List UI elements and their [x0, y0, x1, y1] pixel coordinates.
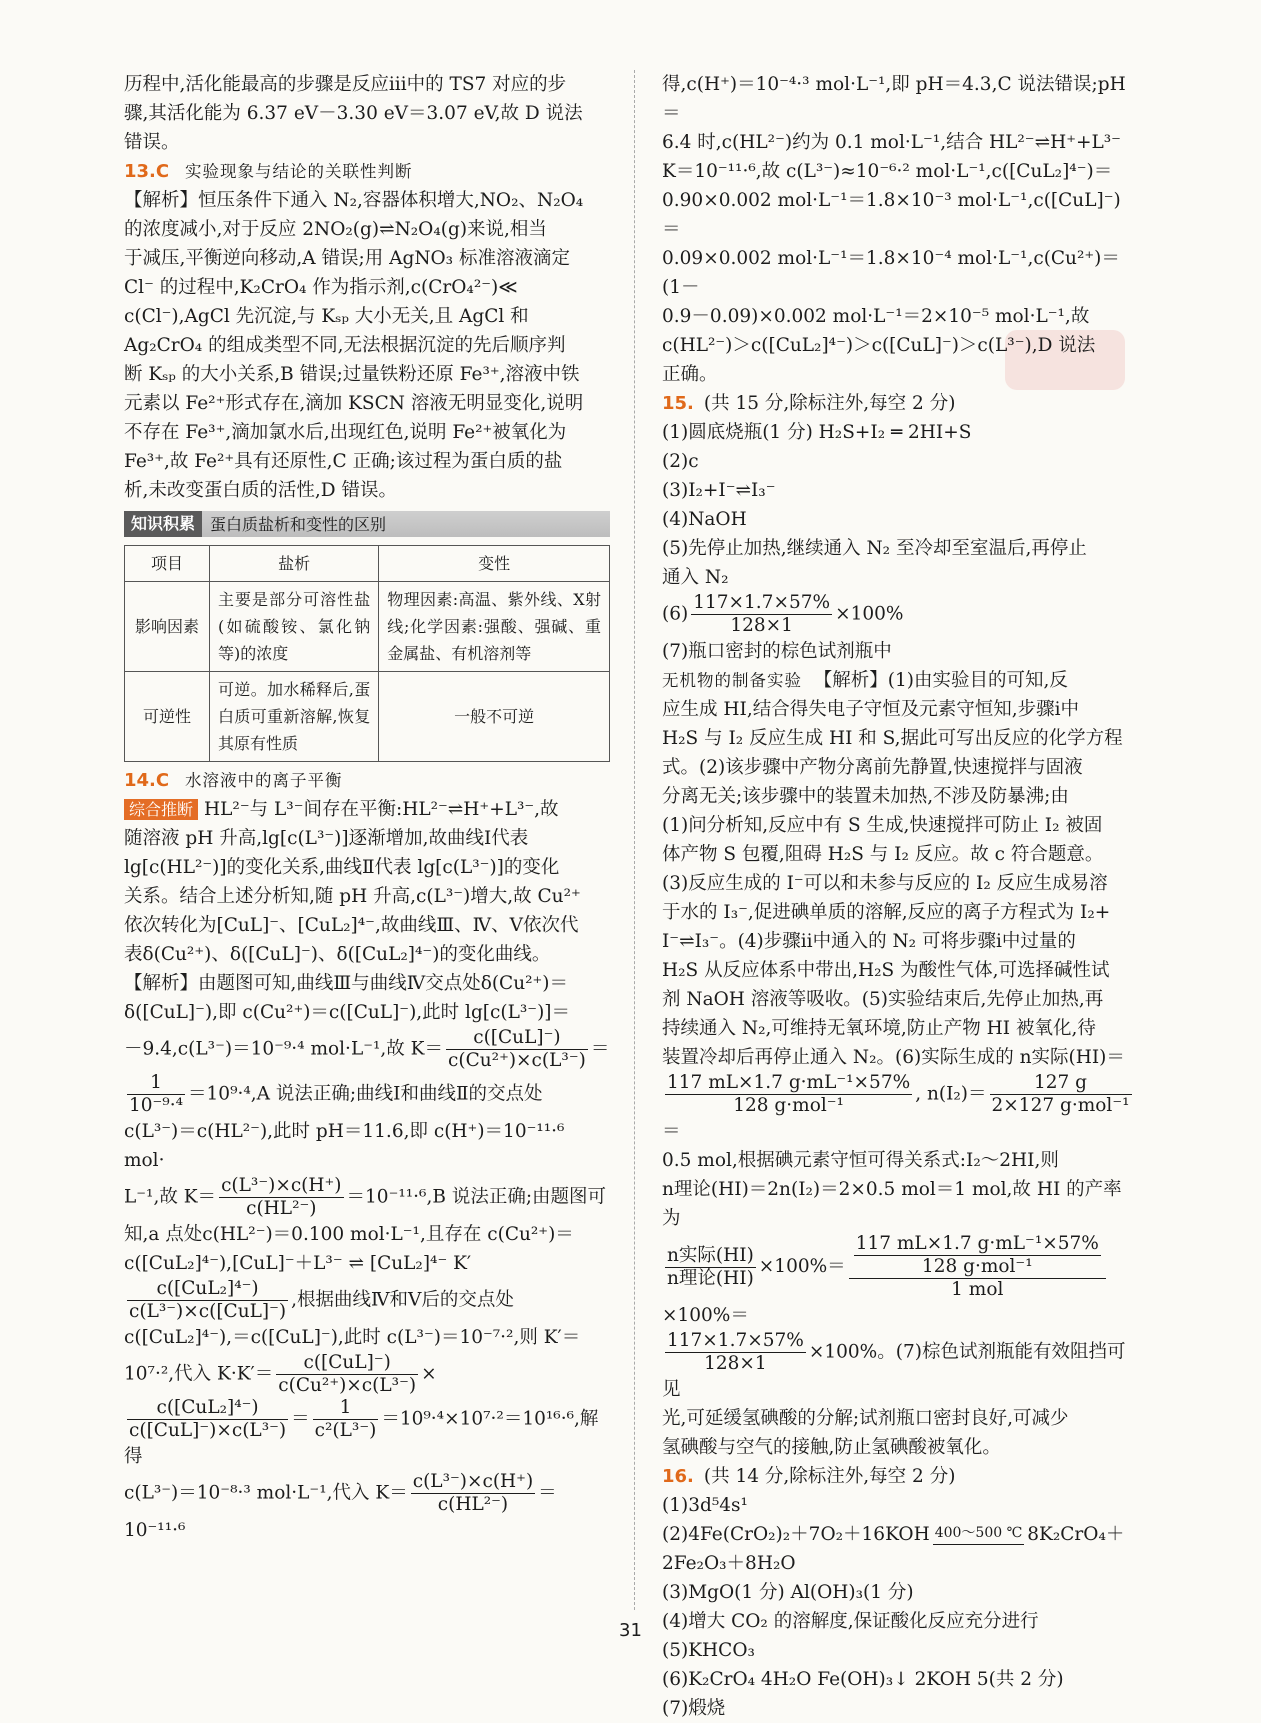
table-cell: 物理因素:高温、紫外线、X射线;化学因素:强酸、强碱、重金属盐、有机溶剂等	[379, 582, 610, 672]
text-line: 表δ(Cu²⁺)、δ([CuL]⁻)、δ([CuL₂]⁴⁻)的变化曲线。	[124, 944, 551, 965]
text-span: －9.4,c(L³⁻)＝10⁻⁹·⁴ mol·L⁻¹,故 K＝	[124, 1038, 443, 1060]
text-line: 随溶液 pH 升高,lg[c(L³⁻)]逐渐增加,故曲线Ⅰ代表	[124, 828, 529, 849]
answer-line: (4)NaOH	[662, 509, 747, 530]
text-line: 0.09×0.002 mol·L⁻¹＝1.8×10⁻⁴ mol·L⁻¹,c(Cu²⁺)＝(1－	[662, 248, 1120, 298]
formula-line	[662, 1072, 1136, 1146]
reaction-condition	[933, 1522, 1025, 1549]
text-line: 知,a 点处c(HL²⁻)＝0.100 mol·L⁻¹,且存在 c(Cu²⁺)＝	[124, 1224, 574, 1245]
text-span: ＝	[590, 1038, 610, 1060]
text-span: 10⁷·²,代入 K·K′＝	[124, 1363, 274, 1385]
table-header: 变性	[379, 546, 610, 582]
fraction-denominator: c²(L³⁻)	[314, 1420, 377, 1441]
question-15-heading	[662, 389, 1136, 418]
fraction	[127, 1278, 288, 1323]
table-cell: 影响因素	[125, 582, 210, 672]
text-span: ＝10⁻¹¹·⁶	[124, 1482, 557, 1541]
question-header: (共 14 分,除标注外,每空 2 分)	[703, 1466, 956, 1487]
text-line: 持续通入 N₂,可维持无氧环境,防止产物 HI 被氧化,待	[662, 1018, 1096, 1039]
fraction-denominator: c(L³⁻)×c([CuL]⁻)	[129, 1301, 287, 1322]
text-line: 剂 NaOH 溶液等吸收。(5)实验结束后,先停止加热,再	[662, 989, 1104, 1010]
text-span: 8K₂CrO₄＋	[1027, 1524, 1125, 1545]
left-column	[124, 70, 610, 1545]
text-span: ＝10⁻¹¹·⁶,B 说法正确;由题图可	[346, 1186, 607, 1208]
text-line: H₂S 与 I₂ 反应生成 HI 和 S,据此可写出反应的化学方程	[662, 728, 1123, 749]
text-line: 正确。	[662, 364, 718, 385]
text-line: n理论(HI)＝2n(I₂)＝2×0.5 mol＝1 mol,故 HI 的产率为	[662, 1179, 1122, 1229]
fraction	[219, 1175, 343, 1220]
text-line: Ag₂CrO₄ 的组成类型不同,无法根据沉淀的先后顺序判	[124, 335, 566, 356]
fraction	[990, 1072, 1132, 1117]
knowledge-title: 蛋白质盐析和变性的区别	[210, 514, 387, 534]
text-span: (6)	[662, 603, 689, 625]
text-line: 断 Kₛₚ 的大小关系,B 错误;过量铁粉还原 Fe³⁺,溶液中铁	[124, 364, 580, 385]
text-span: ＝	[291, 1408, 310, 1430]
text-line: 得,c(H⁺)＝10⁻⁴·³ mol·L⁻¹,即 pH＝4.3,C 说法错误;pH＝	[662, 74, 1126, 124]
text-span: ＝10⁹·⁴×10⁷·²＝10¹⁶·⁶,解得	[124, 1408, 599, 1467]
text-line: 应生成 HI,结合得失电子守恒及元素守恒知,步骤ⅰ中	[662, 699, 1080, 720]
answer-line: (5)KHCO₃	[662, 1640, 755, 1661]
text-line: 0.5 mol,根据碘元素守恒可得关系式:I₂～2HI,则	[662, 1150, 1059, 1171]
answer-line: 通入 N₂	[662, 567, 729, 588]
formula-line	[662, 592, 1136, 637]
text-line: 骤,其活化能为 6.37 eV－3.30 eV＝3.07 eV,故 D 说法	[124, 103, 583, 124]
text-line: 依次转化为[CuL]⁻、[CuL₂]⁴⁻,故曲线Ⅲ、Ⅳ、Ⅴ依次代	[124, 915, 579, 936]
fraction-numerator: 117 mL×1.7 g·mL⁻¹×57%	[667, 1072, 911, 1093]
text-span: (2)4Fe(CrO₂)₂＋7O₂＋16KOH	[662, 1524, 930, 1545]
text-span: HL²⁻与 L³⁻间存在平衡:HL²⁻⇌H⁺+L³⁻,故	[204, 799, 559, 820]
fraction-numerator: 1	[313, 1397, 379, 1420]
answer-line: 2Fe₂O₃＋8H₂O	[662, 1553, 796, 1574]
text-line: 于水的 I₃⁻,促进碘单质的溶解,反应的离子方程式为 I₂+	[662, 902, 1111, 923]
fraction-denominator: 1 mol	[951, 1279, 1004, 1300]
analysis-line	[662, 666, 1136, 695]
text-line: 关系。结合上述分析知,随 pH 升高,c(L³⁻)增大,故 Cu²⁺	[124, 886, 581, 907]
text-span: ×100%＝	[662, 1305, 749, 1326]
fraction	[849, 1233, 1106, 1301]
knowledge-table	[124, 545, 610, 762]
answer-line: (3)MgO(1 分) Al(OH)₃(1 分)	[662, 1582, 914, 1603]
formula-line	[124, 1278, 610, 1323]
fraction	[665, 1072, 912, 1117]
question-number: 16.	[662, 1466, 694, 1487]
fraction-numerator: 127 g	[990, 1072, 1132, 1095]
table-header: 项目	[125, 546, 210, 582]
fraction	[854, 1233, 1101, 1278]
text-span: L⁻¹,故 K＝	[124, 1186, 217, 1208]
question-topic: 无机物的制备实验	[662, 671, 802, 690]
formula-line	[124, 1027, 610, 1072]
fraction-denominator: 128 g·mol⁻¹	[733, 1095, 844, 1116]
text-span: ×	[421, 1363, 437, 1385]
formula-line	[124, 1352, 610, 1397]
column-divider	[634, 70, 635, 1610]
question-16-heading	[662, 1462, 1136, 1491]
text-line: K＝10⁻¹¹·⁶,故 c(L³⁻)≈10⁻⁶·² mol·L⁻¹,c([CuL₂]⁴⁻)＝	[662, 161, 1113, 182]
text-line: Fe³⁺,故 Fe²⁺具有还原性,C 正确;该过程为蛋白质的盐	[124, 451, 563, 472]
text-line: 的浓度减小,对于反应 2NO₂(g)⇌N₂O₄(g)来说,相当	[124, 219, 547, 240]
fraction-denominator: c(Cu²⁺)×c(L³⁻)	[278, 1375, 417, 1396]
text-line: 光,可延缓氢碘酸的分解;试剂瓶口密封良好,可减少	[662, 1408, 1069, 1429]
fraction-numerator: 117×1.7×57%	[693, 592, 831, 613]
text-line: 【解析】恒压条件下通入 N₂,容器体积增大,NO₂、N₂O₄	[124, 190, 584, 211]
fraction-denominator: 2×127 g·mol⁻¹	[991, 1095, 1130, 1116]
fraction-numerator: n实际(HI)	[667, 1244, 754, 1266]
fraction-denominator: c(HL²⁻)	[437, 1494, 509, 1515]
table-cell: 主要是部分可溶性盐(如硫酸铵、氯化钠等)的浓度	[210, 582, 379, 672]
text-span: c(L³⁻)＝10⁻⁸·³ mol·L⁻¹,代入 K＝	[124, 1482, 408, 1504]
question-number: 13.C	[124, 161, 170, 182]
table-cell: 一般不可逆	[379, 672, 610, 762]
question-13-heading	[124, 157, 610, 186]
fraction	[446, 1027, 588, 1072]
text-line: 式。(2)该步骤中产物分离前先静置,快速搅拌与固液	[662, 757, 1083, 778]
text-span: ,根据曲线Ⅳ和Ⅴ后的交点处	[291, 1289, 514, 1311]
text-line: 装置冷却后再停止通入 N₂。(6)实际生成的 n实际(HI)＝	[662, 1047, 1125, 1068]
question-header: (共 15 分,除标注外,每空 2 分)	[703, 393, 956, 414]
fraction-numerator: c([CuL]⁻)	[276, 1352, 418, 1375]
text-line: 不存在 Fe³⁺,滴加氯水后,出现红色,说明 Fe²⁺被氧化为	[124, 422, 567, 443]
answer-line: (5)先停止加热,继续通入 N₂ 至冷却至室温后,再停止	[662, 538, 1087, 559]
text-line: 体产物 S 包覆,阻碍 H₂S 与 I₂ 反应。故 c 符合题意。	[662, 844, 1104, 865]
text-line: (1)问分析知,反应中有 S 生成,快速搅拌可防止 I₂ 被固	[662, 815, 1103, 836]
right-column	[662, 70, 1136, 1723]
text-line: lg[c(HL²⁻)]的变化关系,曲线Ⅱ代表 lg[c(L³⁻)]的变化	[124, 857, 560, 878]
text-line: c(L³⁻)＝c(HL²⁻),此时 pH＝11.6,即 c(H⁺)＝10⁻¹¹·⁶ mol·	[124, 1121, 565, 1171]
text-line: 氢碘酸与空气的接触,防止氢碘酸被氧化。	[662, 1437, 1001, 1458]
text-line: 于减压,平衡逆向移动,A 错误;用 AgNO₃ 标准溶液滴定	[124, 248, 570, 269]
inference-line	[124, 795, 610, 824]
text-line: 析,未改变蛋白质的活性,D 错误。	[124, 480, 397, 501]
fraction-numerator: c([CuL]⁻)	[446, 1027, 588, 1050]
fraction-numerator: c(L³⁻)×c(H⁺)	[221, 1175, 342, 1196]
table-cell: 可逆性	[125, 672, 210, 762]
fraction-numerator: c([CuL₂]⁴⁻)	[127, 1397, 288, 1420]
text-line: 0.90×0.002 mol·L⁻¹＝1.8×10⁻³ mol·L⁻¹,c([CuL]⁻)＝	[662, 190, 1121, 240]
fraction-numerator: c([CuL₂]⁴⁻)	[127, 1278, 288, 1301]
text-span: 【解析】(1)由实验目的可知,反	[813, 670, 1068, 691]
table-row	[125, 672, 610, 762]
text-line: c(Cl⁻),AgCl 先沉淀,与 Kₛₚ 大小无关,且 AgCl 和	[124, 306, 529, 327]
fraction-numerator	[849, 1233, 1106, 1279]
fraction-denominator: 10⁻⁹·⁴	[129, 1095, 184, 1116]
text-span: ×100%＝	[758, 1256, 846, 1277]
text-line: c([CuL₂]⁴⁻),[CuL]⁻＋L³⁻ ⇌ [CuL₂]⁴⁻ K′	[124, 1253, 472, 1274]
question-number: 15.	[662, 393, 694, 414]
answer-line: (7)煅烧	[662, 1698, 726, 1719]
fraction	[127, 1072, 185, 1117]
fraction	[665, 1245, 756, 1290]
fraction-denominator: 128 g·mol⁻¹	[921, 1256, 1033, 1277]
fraction-denominator	[933, 1545, 1025, 1549]
fraction	[665, 1330, 806, 1375]
fraction	[691, 592, 832, 637]
knowledge-bar	[124, 511, 610, 537]
text-line: Cl⁻ 的过程中,K₂CrO₄ 作为指示剂,c(CrO₄²⁻)≪	[124, 277, 518, 298]
formula-line	[662, 1233, 1136, 1330]
text-line: c([CuL₂]⁴⁻),＝c([CuL]⁻),此时 c(L³⁻)＝10⁻⁷·²,则 K′＝	[124, 1327, 581, 1348]
text-line: H₂S 从反应体系中带出,H₂S 为酸性气体,可选择碱性试	[662, 960, 1110, 981]
fraction-denominator: c(Cu²⁺)×c(L³⁻)	[448, 1050, 586, 1071]
fraction	[411, 1471, 535, 1516]
text-span: ×100%。(7)棕色试剂瓶能有效阻挡可见	[662, 1341, 1126, 1400]
fraction-numerator: 1	[127, 1072, 185, 1095]
fraction-numerator: c(L³⁻)×c(H⁺)	[412, 1471, 534, 1492]
text-line: 错误。	[124, 132, 180, 153]
fraction	[313, 1397, 379, 1442]
answer-line: (4)增大 CO₂ 的溶解度,保证酸化反应充分进行	[662, 1611, 1039, 1632]
text-line: 分离无关;该步骤中的装置未加热,不涉及防暴沸;由	[662, 786, 1069, 807]
table-row	[125, 582, 610, 672]
table-header: 盐析	[210, 546, 379, 582]
fraction-denominator: n理论(HI)	[667, 1267, 754, 1289]
question-topic: 水溶液中的离子平衡	[185, 771, 343, 790]
text-line: c(HL²⁻)＞c([CuL₂]⁴⁻)＞c([CuL]⁻)＞c(L³⁻),D 说法	[662, 335, 1096, 356]
inference-tag: 综合推断	[124, 799, 198, 820]
formula-line	[124, 1072, 610, 1117]
page-number: 31	[619, 1620, 642, 1641]
text-line: 6.4 时,c(HL²⁻)约为 0.1 mol·L⁻¹,结合 HL²⁻⇌H⁺+L³⁻	[662, 132, 1121, 153]
answer-line: (1)3d⁵4s¹	[662, 1495, 748, 1516]
answer-line: (1)圆底烧瓶(1 分) H₂S+I₂ ═ 2HI+S	[662, 422, 972, 443]
fraction-numerator: 117 mL×1.7 g·mL⁻¹×57%	[855, 1233, 1099, 1254]
text-line: I⁻⇌I₃⁻。(4)步骤ⅱ中通入的 N₂ 可将步骤ⅰ中过量的	[662, 931, 1076, 952]
answer-line: (6)K₂CrO₄ 4H₂O Fe(OH)₃↓ 2KOH 5(共 2 分)	[662, 1669, 1064, 1690]
formula-line	[124, 1397, 610, 1471]
answer-line: (7)瓶口密封的棕色试剂瓶中	[662, 641, 892, 662]
text-span: ＝10⁹·⁴,A 说法正确;曲线Ⅰ和曲线Ⅱ的交点处	[188, 1083, 543, 1105]
fraction	[276, 1352, 418, 1397]
text-span: , n(I₂)＝	[915, 1083, 987, 1105]
formula-line	[124, 1471, 610, 1545]
table-cell: 可逆。加水稀释后,蛋白质可重新溶解,恢复其原有性质	[210, 672, 379, 762]
text-line: 历程中,活化能最高的步骤是反应ⅲ中的 TS7 对应的步	[124, 74, 567, 95]
text-span: ×100%	[835, 603, 904, 625]
text-line: 0.9－0.09)×0.002 mol·L⁻¹＝2×10⁻⁵ mol·L⁻¹,故	[662, 306, 1090, 327]
fraction-denominator: 128×1	[730, 615, 793, 636]
fraction-denominator: 128×1	[704, 1353, 767, 1374]
question-number: 14.C	[124, 770, 170, 791]
question-topic: 实验现象与结论的关联性判断	[185, 162, 413, 181]
question-14-heading	[124, 766, 610, 795]
answer-line: (3)I₂+I⁻⇌I₃⁻	[662, 480, 776, 501]
text-span: ＝	[662, 1121, 681, 1142]
fraction-denominator: c(HL²⁻)	[246, 1198, 317, 1219]
formula-line	[124, 1175, 610, 1220]
fraction-numerator: 117×1.7×57%	[667, 1330, 804, 1351]
knowledge-tag: 知识积累	[124, 511, 202, 537]
formula-line	[662, 1330, 1136, 1404]
fraction	[127, 1397, 288, 1442]
answer-line: (2)c	[662, 451, 699, 472]
text-line: 元素以 Fe²⁺形式存在,滴加 KSCN 溶液无明显变化,说明	[124, 393, 584, 414]
fraction-denominator: c([CuL]⁻)×c(L³⁻)	[129, 1420, 287, 1441]
text-line: 【解析】由题图可知,曲线Ⅲ与曲线Ⅳ交点处δ(Cu²⁺)＝	[124, 973, 569, 994]
text-line: δ([CuL]⁻),即 c(Cu²⁺)＝c([CuL]⁻),此时 lg[c(L³⁻)]＝	[124, 1002, 571, 1023]
equation-line	[662, 1520, 1136, 1549]
text-line: (3)反应生成的 I⁻可以和未参与反应的 I₂ 反应生成易溶	[662, 873, 1108, 894]
fraction-numerator: 400～500 ℃	[933, 1522, 1025, 1545]
